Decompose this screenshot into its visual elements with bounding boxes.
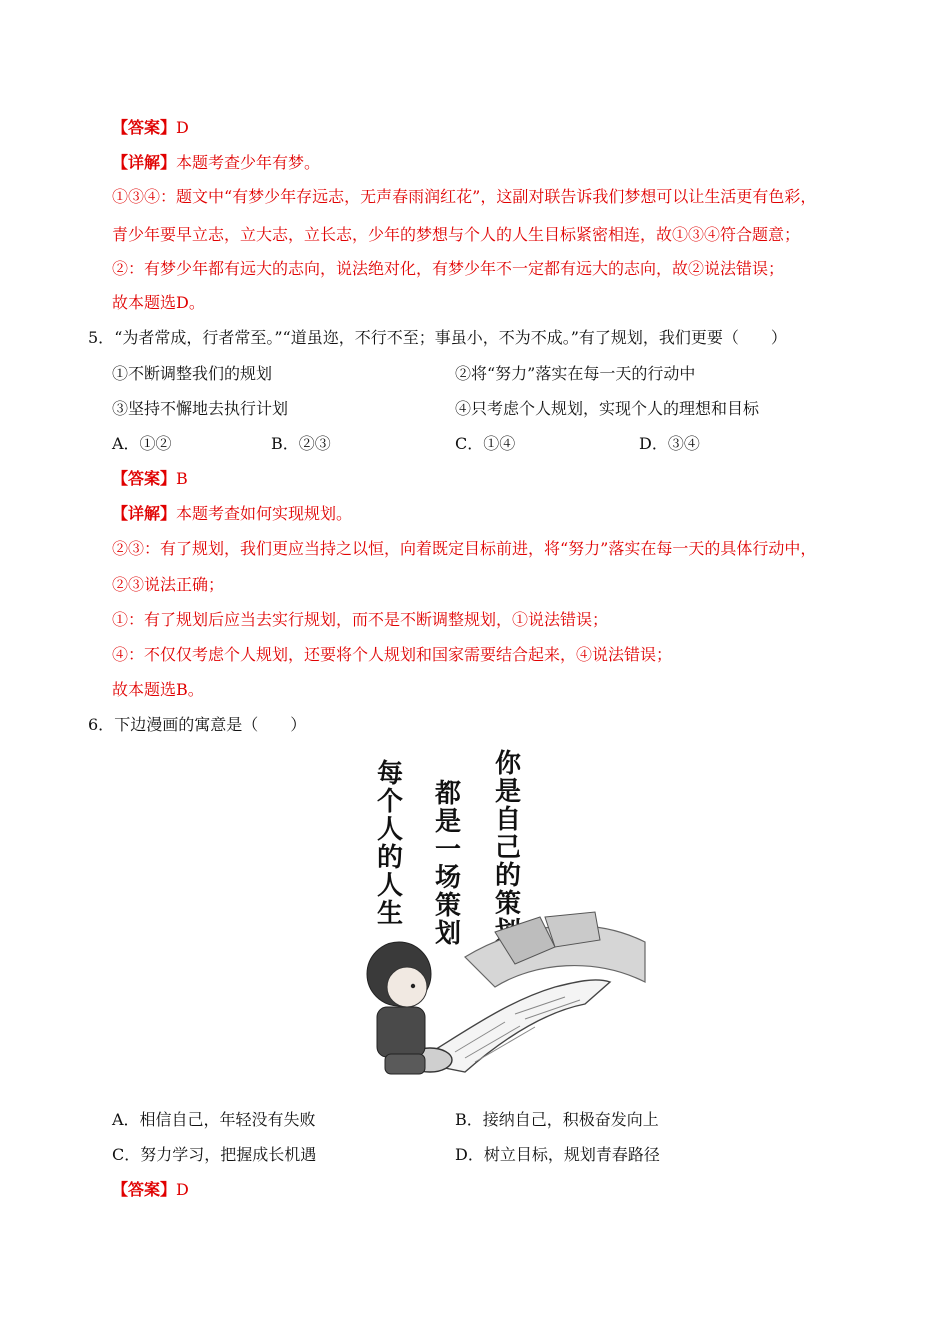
- answer-label: 【答案】: [112, 118, 177, 137]
- q6-option-a: A．相信自己，年轻没有失败: [112, 1110, 316, 1129]
- q5-item-4: ④只考虑个人规划，实现个人的理想和目标: [455, 399, 760, 418]
- answer-value: B: [176, 469, 188, 488]
- answer-label: 【答案】: [112, 1180, 177, 1199]
- cartoon-text-col3: 你是自己的策: [495, 749, 522, 919]
- q6-option-b: B．接纳自己，积极奋发向上: [455, 1110, 659, 1129]
- detail-label: 【详解】: [112, 153, 177, 172]
- q5-option-d: D．③④: [639, 434, 700, 453]
- boy-legs: [385, 1054, 425, 1074]
- q6-stem: [88, 714, 306, 736]
- cartoon-text-col1: 每个人的人生: [377, 759, 404, 929]
- q4-detail-line: 青少年要早立志，立大志，立长志，少年的梦想与个人的人生目标紧密相连，故①③④符合题意；: [112, 225, 801, 244]
- answer-value: D: [176, 118, 189, 137]
- q5-item-1: ①不断调整我们的规划: [112, 364, 273, 383]
- question-number: 6．: [88, 715, 115, 734]
- answer-value: D: [176, 1180, 189, 1199]
- detail-intro: 本题考查少年有梦。: [176, 153, 321, 172]
- question-number: 5．: [88, 328, 115, 347]
- question-text: 下边漫画的寓意是（ ）: [114, 715, 307, 734]
- q5-option-b: B．②③: [271, 434, 331, 453]
- boy-body: [377, 1007, 425, 1057]
- q5-item-2: ②将“努力”落实在每一天的行动中: [455, 364, 696, 383]
- detail-label: 【详解】: [112, 504, 177, 523]
- q4-detail-line: 故本题选D。: [112, 293, 205, 312]
- q4-detail-line: ①③④：题文中“有梦少年存远志，无声春雨润红花”，这副对联告诉我们梦想可以让生活更有色彩，: [112, 187, 817, 206]
- q6-option-c: C．努力学习，把握成长机遇: [112, 1145, 317, 1164]
- q4-answer: [112, 117, 189, 139]
- q6-option-d: D．树立目标，规划青春路径: [455, 1145, 660, 1164]
- q5-option-a: A．①②: [112, 434, 172, 453]
- q4-detail-line: ②：有梦少年都有远大的志向，说法绝对化，有梦少年不一定都有远大的志向，故②说法错误；: [112, 259, 785, 278]
- q5-answer: [112, 468, 188, 490]
- question-text: “为者常成，行者常至。”“道虽迩，不行不至；事虽小，不为不成。”有了规划，我们更要（ ）: [114, 328, 787, 347]
- q5-item-3: ③坚持不懈地去执行计划: [112, 399, 289, 418]
- cartoon-text-col2: 都是一场策划: [435, 779, 462, 949]
- q5-detail-line: ④：不仅仅考虑个人规划，还要将个人规划和国家需要结合起来，④说法错误；: [112, 645, 673, 664]
- q5-stem: [88, 327, 787, 349]
- boy-face: [387, 967, 427, 1007]
- q6-answer: [112, 1179, 189, 1201]
- q4-detail-heading: [112, 152, 320, 174]
- q5-detail-line: ②③：有了规划，我们更应当持之以恒，向着既定目标前进，将“努力”落实在每一天的具体行动中，: [112, 539, 817, 558]
- q5-detail-line: ①：有了规划后应当去实行规划，而不是不断调整规划，①说法错误；: [112, 610, 609, 629]
- cartoon-illustration: [355, 742, 655, 1082]
- q5-detail-line: ②③说法正确；: [112, 575, 225, 594]
- boy-eye: [411, 984, 415, 988]
- q5-detail-line: 故本题选B。: [112, 680, 204, 699]
- answer-label: 【答案】: [112, 469, 177, 488]
- detail-intro: 本题考查如何实现规划。: [176, 504, 353, 523]
- q5-detail-heading: [112, 503, 352, 525]
- road-arch: [545, 912, 600, 947]
- q5-option-c: C．①④: [455, 434, 516, 453]
